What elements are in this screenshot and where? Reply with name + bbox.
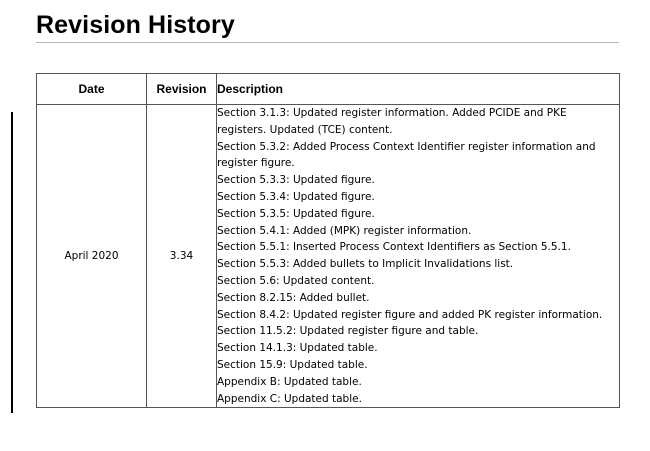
change-entry: Section 3.1.3: Updated register information. Added PCIDE and PKE registers. Updated (TCE) content. [217, 107, 567, 136]
date-column-header: Date [37, 74, 147, 105]
change-entry: Section 5.5.1: Inserted Process Context Identifiers as Section 5.5.1. [217, 241, 571, 254]
change-entry: Section 8.2.15: Added bullet. [217, 291, 370, 304]
change-entry: Section 5.3.4: Updated figure. [217, 190, 375, 203]
change-entry: Section 5.6: Updated content. [217, 274, 375, 287]
revision-cell: 3.34 [147, 105, 217, 408]
revision-column-header: Revision [147, 74, 217, 105]
page-title: Revision History [36, 11, 235, 39]
change-entry: Section 15.9: Updated table. [217, 358, 368, 371]
change-entry: Section 14.1.3: Updated table. [217, 342, 378, 355]
date-cell: April 2020 [37, 105, 147, 408]
table-row [37, 105, 620, 408]
change-entry: Section 5.5.3: Added bullets to Implicit Invalidations list. [217, 258, 514, 271]
change-entry: Section 5.3.2: Added Process Context Identifier register information and register figure. [217, 140, 596, 170]
description-cell [217, 105, 620, 408]
change-bar [11, 112, 13, 413]
table-header-row [37, 74, 620, 105]
change-entry: Section 5.4.1: Added (MPK) register information. [217, 224, 472, 237]
change-entry: Appendix C: Updated table. [217, 392, 362, 405]
change-entry: Section 5.3.5: Updated figure. [217, 207, 375, 220]
change-entry: Section 8.4.2: Updated register figure and added PK register information. [217, 308, 603, 321]
description-column-header: Description [217, 74, 620, 105]
title-divider [36, 42, 619, 43]
change-entry: Appendix B: Updated table. [217, 375, 362, 388]
revision-history-table [36, 73, 620, 408]
change-entry: Section 11.5.2: Updated register figure and table. [217, 325, 479, 338]
change-entry: Section 5.3.3: Updated figure. [217, 174, 375, 187]
